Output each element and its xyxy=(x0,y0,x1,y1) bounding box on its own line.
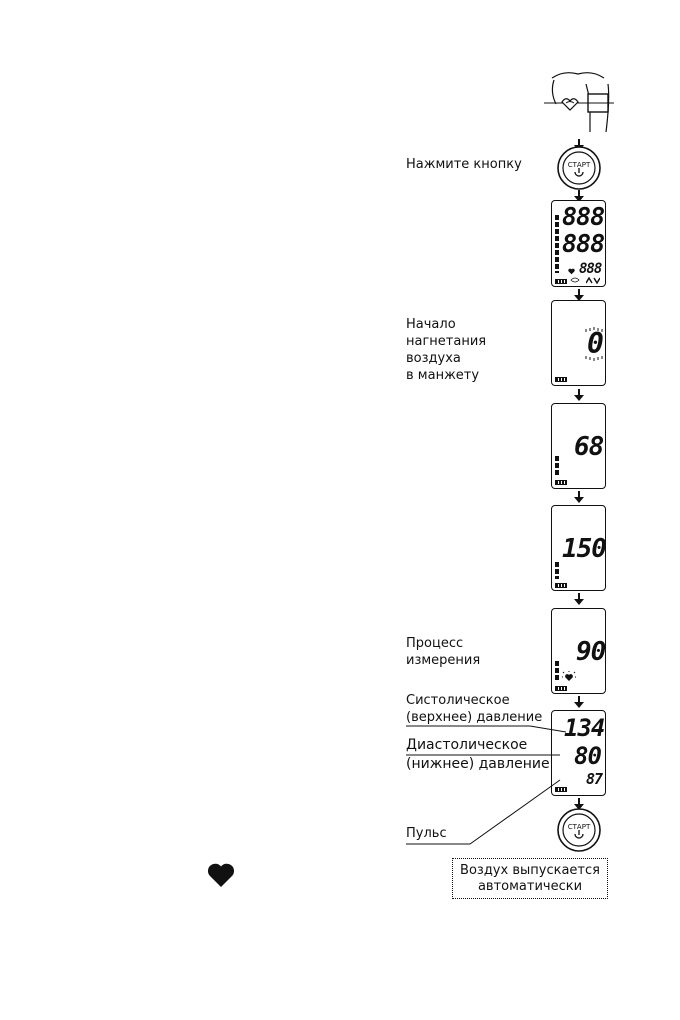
arm-cuff-icon xyxy=(544,70,614,136)
systolic-label: Систолическое (верхнее) давление xyxy=(406,693,543,725)
press-button-label: Нажмите кнопку xyxy=(406,157,522,172)
lcd-reading-1 xyxy=(551,403,606,489)
battery-icon xyxy=(555,686,567,691)
memory-arrows-icon xyxy=(586,277,600,284)
pressure-bar-icon xyxy=(555,456,559,476)
battery-icon xyxy=(555,480,567,485)
lcd-pulse-value: 888 xyxy=(579,261,602,277)
start-button-stop[interactable] xyxy=(557,808,601,852)
down-arrow-icon xyxy=(574,389,584,401)
start-button-label: СТАРТ xyxy=(567,161,591,169)
inflation-start-label: Начало нагнетания воздуха в манжету xyxy=(406,317,487,383)
heart-blink-icon xyxy=(562,671,576,683)
pressure-bar-icon xyxy=(555,661,559,681)
lcd-reading-1-value: 68 xyxy=(574,432,604,462)
lcd-final-dia-value: 80 xyxy=(574,742,601,770)
battery-icon xyxy=(555,583,567,588)
measuring-label: Процесс измерения xyxy=(406,636,481,668)
battery-icon xyxy=(555,787,567,792)
lcd-dia-value: 888 xyxy=(562,229,605,258)
pressure-bar-icon xyxy=(555,562,559,579)
pulse-label: Пульс xyxy=(406,826,447,841)
lcd-reading-2 xyxy=(551,505,606,591)
lcd-final-result xyxy=(551,710,606,796)
battery-icon xyxy=(555,377,567,382)
down-arrow-icon xyxy=(574,696,584,708)
lcd-final-pulse-value: 87 xyxy=(586,770,603,788)
lcd-final-sys-value: 134 xyxy=(564,714,605,742)
start-button-label: СТАРТ xyxy=(567,823,591,831)
lcd-reading-2-value: 150 xyxy=(562,534,606,564)
lcd-reading-3-value: 90 xyxy=(576,637,606,667)
heart-icon xyxy=(568,268,575,275)
air-release-note: Воздух выпускается автоматически xyxy=(452,858,608,899)
pressure-bar-icon xyxy=(555,215,559,273)
lcd-sys-value: 888 xyxy=(562,202,605,231)
down-arrow-icon xyxy=(574,491,584,503)
blink-marks-icon xyxy=(582,327,606,361)
diastolic-label: Диастолическое (нижнее) давление xyxy=(406,737,550,772)
lcd-zero-value: 0 xyxy=(587,327,603,360)
lcd-inflate-display xyxy=(551,300,606,386)
battery-icon xyxy=(555,279,567,284)
heart-icon xyxy=(207,862,235,888)
start-button[interactable] xyxy=(557,146,601,190)
down-arrow-icon xyxy=(574,593,584,605)
lcd-reading-3 xyxy=(551,608,606,694)
arm-cuff-icon xyxy=(570,276,580,284)
lcd-test-display xyxy=(551,200,606,287)
